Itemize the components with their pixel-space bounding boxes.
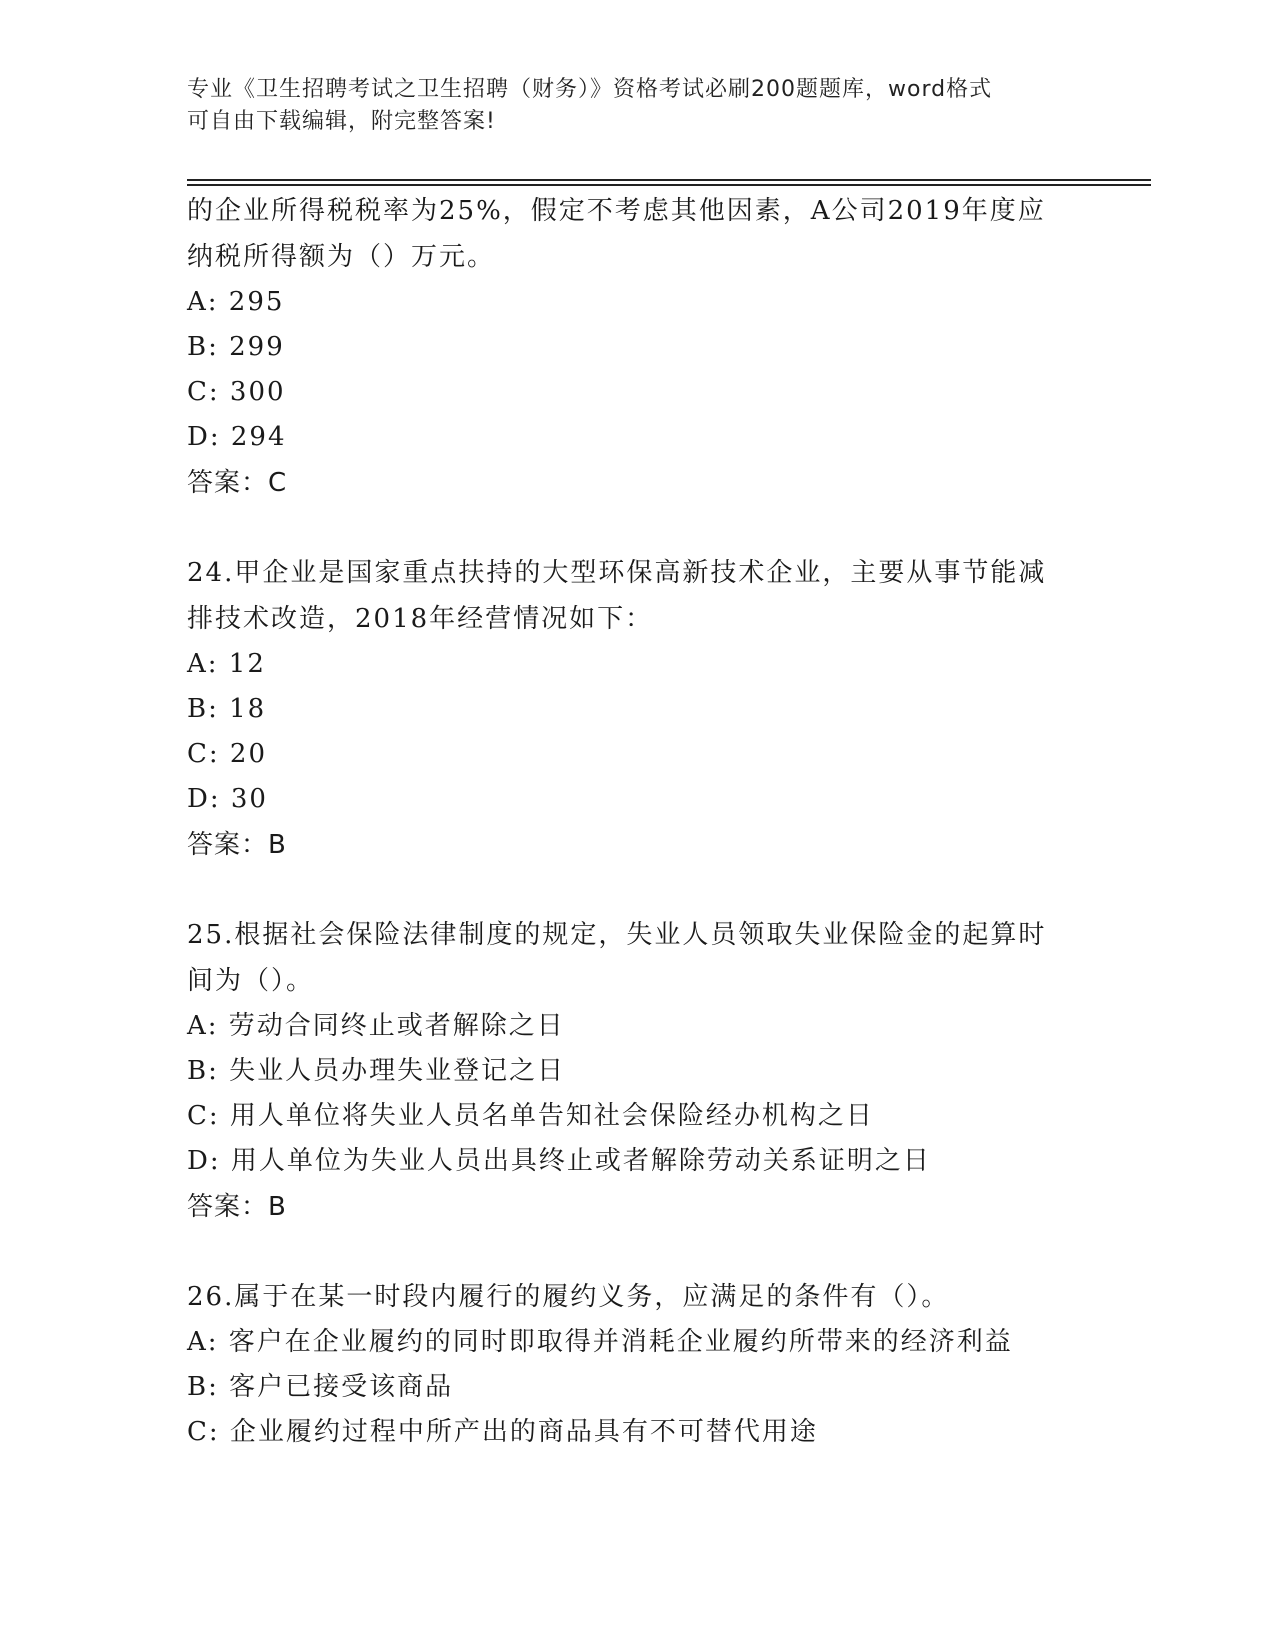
question-stem-line: 24.甲企业是国家重点扶持的大型环保高新技术企业，主要从事节能减 bbox=[187, 558, 1047, 588]
question-stem-line: 纳税所得额为（）万元。 bbox=[187, 242, 496, 272]
document-header bbox=[187, 74, 1067, 138]
question-block bbox=[187, 1274, 1087, 1455]
option-d: D: 用人单位为失业人员出具终止或者解除劳动关系证明之日 bbox=[187, 1146, 931, 1176]
question-list bbox=[187, 188, 1087, 1455]
option-c: C: 用人单位将失业人员名单告知社会保险经办机构之日 bbox=[187, 1101, 874, 1131]
question-stem-line: 间为（）。 bbox=[187, 966, 315, 996]
option-d: D: 294 bbox=[187, 422, 287, 452]
header-title-line-1: 专业《卫生招聘考试之卫生招聘（财务）》资格考试必刷200题题库，word格式 bbox=[187, 77, 993, 102]
option-d: D: 30 bbox=[187, 784, 268, 814]
question-spacer bbox=[187, 506, 1087, 550]
option-a: A: 12 bbox=[187, 649, 266, 679]
header-divider-bottom bbox=[187, 184, 1151, 186]
option-b: B: 失业人员办理失业登记之日 bbox=[187, 1056, 566, 1086]
question-stem-line: 26.属于在某一时段内履行的履约义务，应满足的条件有（）。 bbox=[187, 1282, 950, 1312]
question-spacer bbox=[187, 868, 1087, 912]
question-stem-line: 25.根据社会保险法律制度的规定，失业人员领取失业保险金的起算时 bbox=[187, 920, 1047, 950]
option-a: A: 劳动合同终止或者解除之日 bbox=[187, 1011, 565, 1041]
answer-line: 答案：C bbox=[187, 468, 288, 498]
option-a: A: 295 bbox=[187, 287, 285, 317]
question-block bbox=[187, 912, 1087, 1230]
answer-line: 答案：B bbox=[187, 1192, 287, 1222]
question-block bbox=[187, 188, 1087, 506]
option-c: C: 企业履约过程中所产出的商品具有不可替代用途 bbox=[187, 1417, 818, 1447]
option-c: C: 20 bbox=[187, 739, 268, 769]
option-a: A: 客户在企业履约的同时即取得并消耗企业履约所带来的经济利益 bbox=[187, 1327, 1013, 1357]
header-divider-top bbox=[187, 179, 1151, 181]
option-b: B: 299 bbox=[187, 332, 285, 362]
option-c: C: 300 bbox=[187, 377, 286, 407]
question-stem-line: 排技术改造，2018年经营情况如下： bbox=[187, 604, 654, 634]
option-b: B: 18 bbox=[187, 694, 267, 724]
answer-line: 答案：B bbox=[187, 830, 287, 860]
question-stem-line: 的企业所得税税率为25%，假定不考虑其他因素，A公司2019年度应 bbox=[187, 196, 1046, 226]
option-b: B: 客户已接受该商品 bbox=[187, 1372, 454, 1402]
question-spacer bbox=[187, 1230, 1087, 1274]
header-title-line-2: 可自由下载编辑，附完整答案! bbox=[187, 109, 496, 134]
question-block bbox=[187, 550, 1087, 868]
